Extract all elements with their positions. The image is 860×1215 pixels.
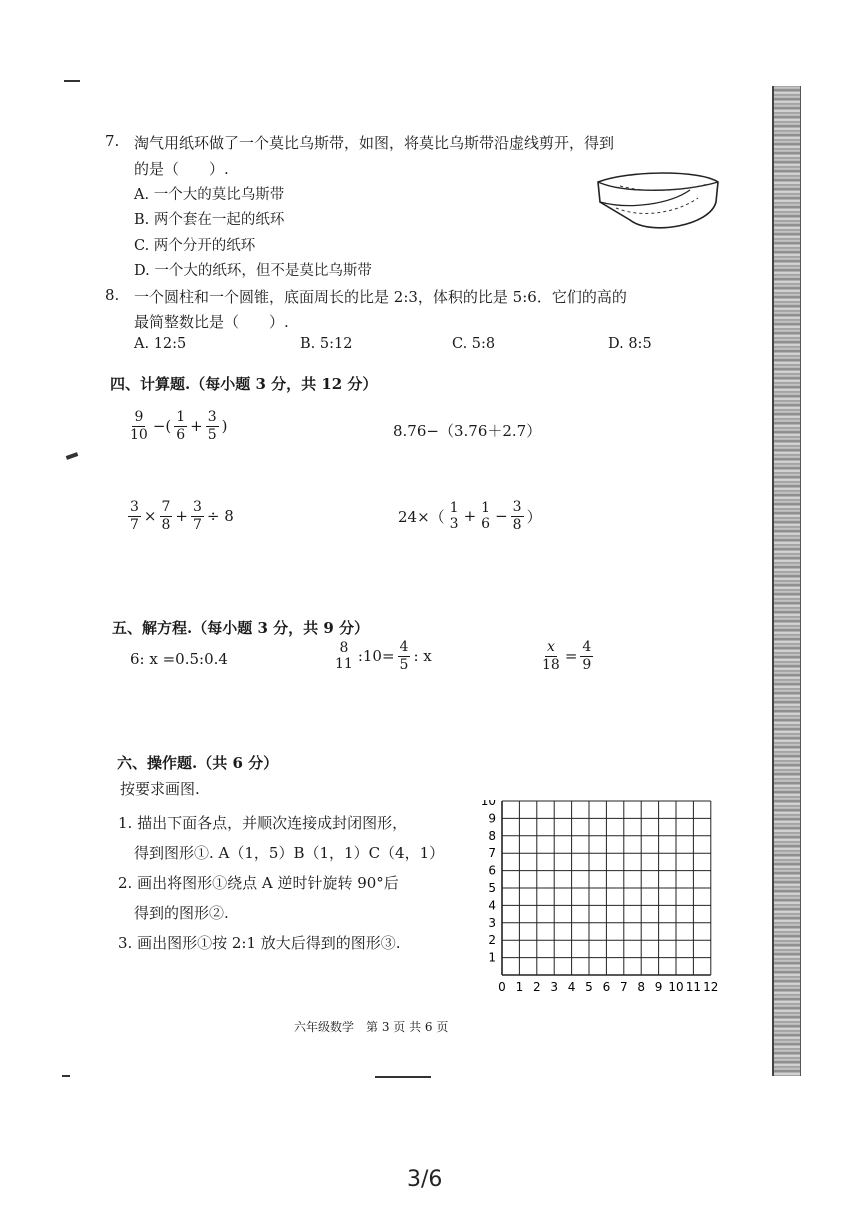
fraction: $\frac{3}{5}$	[207, 409, 217, 443]
x-axis-tick-label: 1	[515, 980, 524, 994]
y-axis-tick-label: 4	[488, 898, 496, 913]
y-axis-tick-label: 9	[488, 811, 496, 826]
task-3: 3. 画出图形①按 2:1 放大后得到的图形③.	[118, 934, 401, 952]
task-1-line2: 得到图形①. A（1，5）B（1，1）C（4，1）	[134, 844, 445, 862]
q8-option-b: B. 5:12	[300, 336, 353, 352]
scan-mark	[375, 1076, 431, 1078]
section6-title: 六、操作题.（共 6 分）	[117, 754, 279, 772]
section4-title: 四、计算题.（每小题 3 分，共 12 分）	[110, 375, 378, 393]
x-axis-tick-label: 0	[498, 980, 506, 994]
q7-text-line1: 淘气用纸环做了一个莫比乌斯带，如图，将莫比乌斯带沿虚线剪开，得到	[134, 134, 615, 152]
q7-option-b: B. 两个套在一起的纸环	[134, 212, 285, 228]
fraction: $\frac{9}{10}$	[130, 409, 148, 443]
fraction: $\frac{7}{8}$	[161, 499, 171, 533]
q8-option-d: D. 8:5	[608, 336, 652, 352]
q7-text-line2: 的是（ ）.	[134, 160, 229, 178]
fraction: $\frac{3}{7}$	[130, 499, 139, 533]
q7-number: 7.	[105, 132, 120, 150]
task-1-line1: 1. 描出下面各点，并顺次连接成封闭图形，	[118, 814, 408, 832]
q7-option-a: A. 一个大的莫比乌斯带	[134, 187, 285, 203]
fraction: 8 11	[335, 639, 353, 673]
y-axis-tick-label: 8	[488, 828, 496, 843]
section6-subtitle: 按要求画图.	[120, 780, 200, 798]
fraction: $\frac{1}{6}$	[176, 409, 186, 443]
q7-option-c: C. 两个分开的纸环	[134, 238, 256, 254]
x-axis-tick-label: 8	[637, 980, 646, 994]
y-axis-tick-label: 7	[488, 846, 496, 861]
calc-expression-3: $\frac{3}{7}$ × $\frac{7}{8}$ + $\frac{3}{7}$ ÷ 8	[130, 499, 234, 533]
calc-expression-1: $\frac{9}{10}$ −( $\frac{1}{6}$ + $\frac{3}{5}$ )	[130, 409, 228, 443]
x-axis-tick-label: 11	[685, 980, 702, 994]
equation-2: 8 11 :10= $\frac{4}{5}$ : x	[335, 639, 432, 673]
grid-svg[interactable]	[478, 800, 743, 995]
page-footer: 六年级数学 第 3 页 共 6 页	[294, 1020, 449, 1034]
scan-mark	[62, 1075, 70, 1077]
section5-title: 五、解方程.（每小题 3 分，共 9 分）	[112, 619, 369, 637]
fraction: $\frac{x}{18}$	[542, 639, 560, 673]
fraction: 1 3	[449, 499, 459, 533]
x-axis-tick-label: 7	[619, 980, 628, 994]
x-axis-tick-label: 5	[585, 980, 593, 994]
scan-edge-strip	[772, 86, 801, 1076]
q8-number: 8.	[105, 286, 120, 304]
fraction: $\frac{4}{9}$	[582, 639, 592, 673]
x-axis-tick-label: 10	[668, 980, 684, 994]
calc-expression-2: 8.76−（3.76＋2.7）	[393, 422, 542, 440]
q8-option-a: A. 12:5	[134, 336, 187, 352]
y-axis-tick-label: 1	[488, 950, 496, 965]
x-axis-tick-label: 12	[703, 980, 719, 994]
x-axis-tick-label: 2	[532, 980, 541, 994]
y-axis-tick-label: 6	[488, 863, 496, 878]
y-axis-tick-label: 2	[488, 933, 496, 948]
q8-option-c: C. 5:8	[452, 336, 496, 352]
y-axis-tick-label: 3	[488, 915, 496, 930]
coordinate-grid[interactable]	[478, 800, 743, 999]
x-axis-tick-label: 3	[550, 980, 559, 994]
scan-mark	[66, 452, 79, 460]
x-axis-tick-label: 9	[654, 980, 663, 994]
x-axis-tick-label: 4	[567, 980, 576, 994]
scan-mark	[64, 80, 80, 82]
page-indicator: 3/6	[407, 1167, 443, 1192]
x-axis-tick-label: 6	[602, 980, 611, 994]
calc-expression-4: 24×（ 1 3 + 1 6 − $\frac{3}{8}$ ）	[398, 499, 542, 533]
mobius-strip-figure	[590, 168, 725, 238]
fraction: $\frac{3}{8}$	[512, 499, 522, 533]
equation-1: 6: x =0.5:0.4	[130, 650, 228, 668]
task-2-line2: 得到的图形②.	[134, 904, 229, 922]
y-axis-tick-label: 10	[480, 800, 496, 808]
q7-option-d: D. 一个大的纸环，但不是莫比乌斯带	[134, 263, 372, 279]
q8-text-line1: 一个圆柱和一个圆锥，底面周长的比是 2:3，体积的比是 5:6．它们的高的	[134, 288, 627, 306]
q8-text-line2: 最简整数比是（ ）.	[134, 313, 289, 331]
fraction: $\frac{3}{7}$	[193, 499, 202, 533]
task-2-line1: 2. 画出将图形①绕点 A 逆时针旋转 90°后	[118, 874, 399, 892]
y-axis-tick-label: 5	[488, 881, 496, 895]
fraction: 1 6	[481, 499, 491, 533]
fraction: $\frac{4}{5}$	[399, 639, 409, 673]
equation-3: $\frac{x}{18}$ = $\frac{4}{9}$	[542, 639, 592, 673]
